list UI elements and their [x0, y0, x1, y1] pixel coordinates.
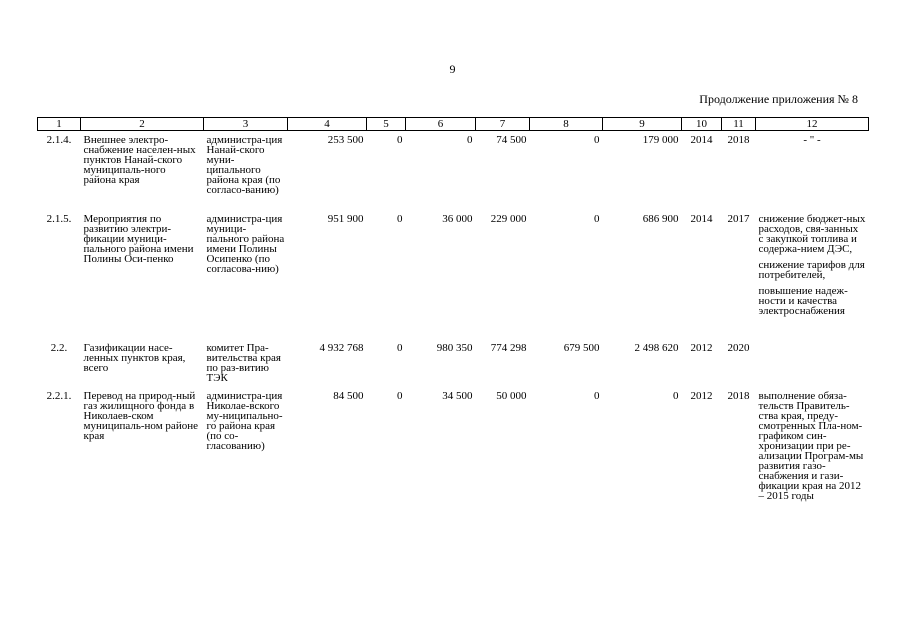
column-number-row [38, 118, 869, 131]
column-number: 10 [682, 118, 722, 131]
item-name: Внешнее электро-снабжение населен-ных пунктов Нанай-ского муниципаль-ного района края [83, 134, 196, 186]
value-col9: 2 498 620 [634, 341, 679, 354]
end-year: 2020 [727, 341, 750, 354]
table-row [38, 131, 869, 210]
column-number: 6 [406, 118, 476, 131]
value-col7: 50 000 [496, 389, 527, 402]
start-year: 2014 [690, 134, 713, 146]
result-line: снижение тарифов для потребителей, [758, 258, 865, 281]
item-name: Газификации насе-ленных пунктов края, всего [83, 341, 186, 374]
start-year: 2014 [690, 212, 713, 225]
value-col8: 0 [594, 389, 600, 402]
value-total: 84 500 [333, 389, 364, 402]
item-code: 2.2.1. [46, 389, 72, 402]
table-row [38, 339, 869, 387]
end-year: 2018 [727, 389, 750, 402]
column-number: 4 [288, 118, 367, 131]
value-col9: 686 900 [642, 212, 679, 225]
value-col6: 980 350 [436, 341, 473, 354]
value-col9: 179 000 [642, 134, 679, 146]
table-row [38, 210, 869, 339]
end-year: 2018 [727, 134, 750, 146]
column-number: 11 [722, 118, 756, 131]
result-line: выполнение обяза-тельств Правитель-ства края, преду-смотренных Пла-ном-графиком син-хронизации при ре-ализации Програм-мы развития газо-снабжения и гази-фикации края на 2012 – 2015 годы [758, 389, 864, 502]
value-col8: 0 [594, 212, 600, 225]
value-col9: 0 [673, 389, 679, 402]
item-executor: администра-ция Нанай-ского муни-ципального района края (по согласо-ванию) [206, 134, 283, 196]
item-code: 2.1.4. [46, 134, 72, 146]
start-year: 2012 [690, 341, 713, 354]
expected-result [756, 210, 869, 339]
table-row [38, 387, 869, 517]
value-col8: 679 500 [563, 341, 600, 354]
value-total: 951 900 [327, 212, 364, 225]
item-name: Мероприятия по развитию электри-фикации муници-пального района имени Полины Оси-пенко [83, 212, 194, 265]
value-col6: 36 000 [442, 212, 473, 225]
appendix-table [37, 117, 869, 517]
value-col5: 0 [397, 389, 403, 402]
item-code: 2.1.5. [46, 212, 72, 225]
value-col6: 0 [467, 134, 473, 146]
column-number: 7 [476, 118, 530, 131]
item-name: Перевод на природ-ный газ жилищного фонда в Николаев-ском муниципаль-ном районе края [83, 389, 198, 442]
value-col5: 0 [397, 341, 403, 354]
value-col7: 229 000 [490, 212, 527, 225]
value-col6: 34 500 [442, 389, 473, 402]
value-total: 4 932 768 [319, 341, 364, 354]
item-executor: комитет Пра-вительства края по раз-витию ТЭК [206, 341, 281, 384]
column-number: 1 [38, 118, 81, 131]
expected-result [756, 131, 869, 210]
item-code: 2.2. [50, 341, 68, 354]
value-col5: 0 [397, 134, 403, 146]
item-executor: администра-ция муници-пального района имени Полины Осипенко (по согласова-нию) [206, 212, 285, 275]
continuation-caption: Продолжение приложения № 8 [699, 92, 858, 106]
start-year: 2012 [690, 389, 713, 402]
end-year: 2017 [727, 212, 750, 225]
value-col5: 0 [397, 212, 403, 225]
result-line: снижение бюджет-ных расходов, свя-занных с закупкой топлива и содержа-нием ДЭС, [758, 212, 866, 255]
expected-result [756, 387, 869, 517]
column-number: 8 [530, 118, 603, 131]
expected-result [756, 339, 869, 387]
column-number: 12 [756, 118, 869, 131]
column-number: 2 [81, 118, 204, 131]
page-number: 9 [449, 62, 456, 76]
result-line: повышение надеж-ности и качества электроснабжения [758, 284, 848, 317]
result-line: - " - [803, 134, 821, 146]
value-col7: 774 298 [490, 341, 527, 354]
value-col7: 74 500 [496, 134, 527, 146]
column-number: 3 [204, 118, 288, 131]
column-number: 5 [367, 118, 406, 131]
item-executor: администра-ция Николае-вского му-ниципально-го района края (по со-гласованию) [206, 389, 283, 452]
value-total: 253 500 [327, 134, 364, 146]
value-col8: 0 [594, 134, 600, 146]
column-number: 9 [603, 118, 682, 131]
